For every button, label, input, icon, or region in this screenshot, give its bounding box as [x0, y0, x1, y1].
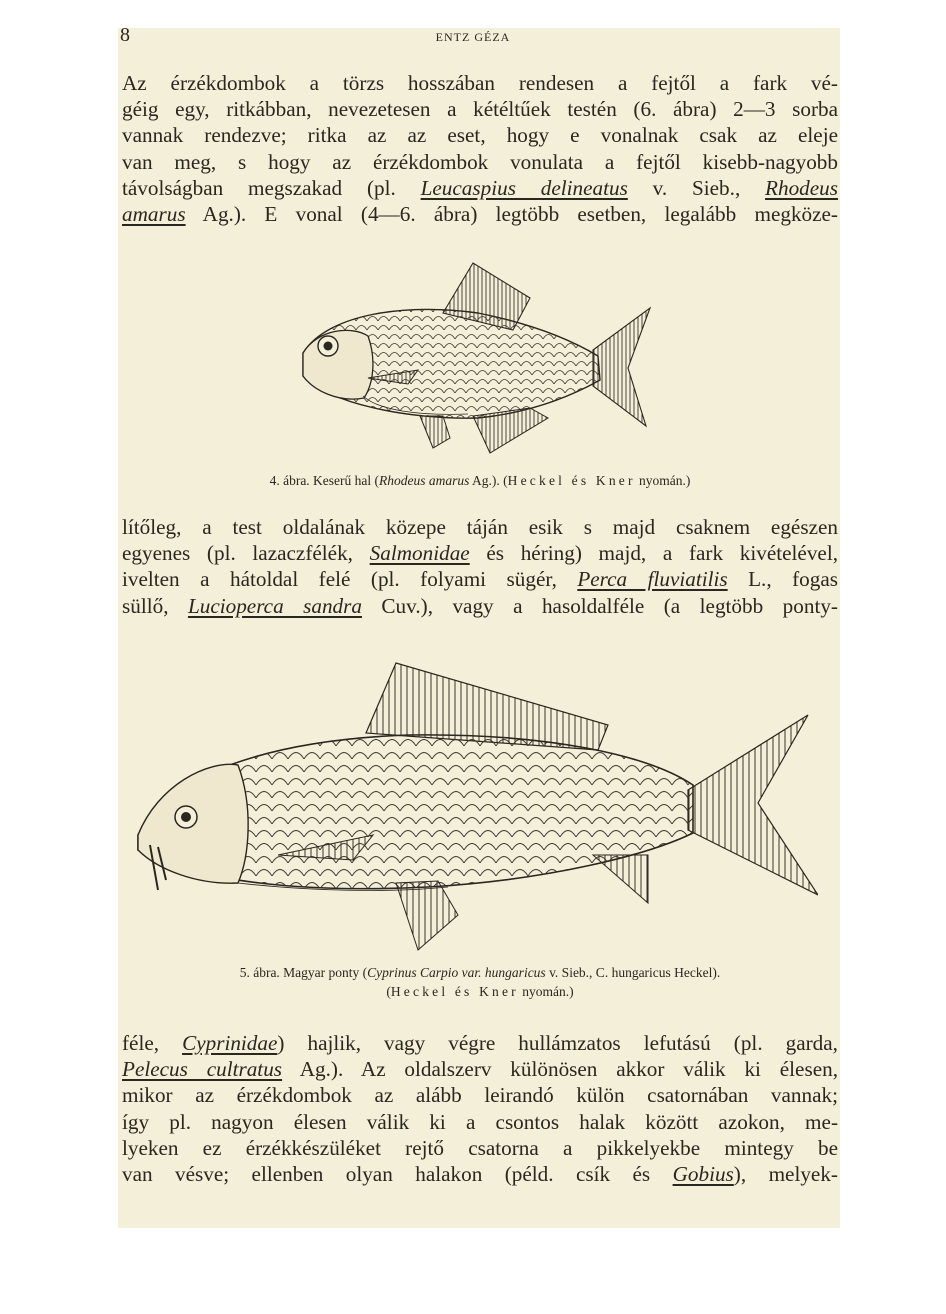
latin-name: Rhodeus — [765, 175, 839, 200]
text-line: egyenes (pl. lazaczfélék, Salmonidae és héring) majd, a fark kivételével, — [122, 541, 839, 566]
text-line: van vésve; ellenben olyan halakon (péld. csík és Gobius), melyek- — [122, 1162, 838, 1187]
paragraph-1 — [122, 70, 838, 227]
text-line: ivelten a hátoldal felé (pl. folyami sügér, Perca fluviatilis L., fogas — [122, 567, 838, 592]
latin-name: Cyprinidae — [182, 1031, 278, 1055]
paragraph-2 — [122, 514, 838, 619]
figure-4-bitterling-illustration — [268, 258, 668, 458]
text-line: Pelecus cultratus Ag.). Az oldalszerv különösen akkor válik ki élesen, — [122, 1057, 838, 1082]
text-line: távolságban megszakad (pl. Leucaspius delineatus v. Sieb., Rhodeus — [122, 175, 839, 200]
text-line: így pl. nagyon élesen válik ki a csontos halak között azokon, me- — [122, 1109, 838, 1134]
paragraph-3 — [122, 1030, 838, 1187]
text-line: lyeken ez érzékkészüléket rejtő csatorna a pikkelyekbe mintegy be — [122, 1135, 838, 1160]
text-line: géig egy, ritkábban, nevezetesen a kétéltűek testén (6. ábra) 2—3 sorba — [122, 97, 838, 122]
latin-name: Gobius — [672, 1162, 734, 1187]
latin-name: amarus — [122, 202, 186, 227]
text-line: van meg, s hogy az érzékdombok vonulata a fejtől kisebb-nagyobb — [122, 149, 838, 174]
latin-name: Pelecus cultratus — [122, 1057, 283, 1082]
running-head: ENTZ GÉZA — [435, 30, 511, 44]
text-line: féle, Cyprinidae) hajlik, vagy végre hullámzatos lefutású (pl. garda, — [122, 1031, 838, 1055]
page-number: 8 — [120, 24, 130, 46]
text-line: amarus Ag.). E vonal (4—6. ábra) legtöbb esetben, legalább megköze- — [122, 202, 838, 227]
latin-name: Lucioperca sandra — [187, 593, 362, 618]
text-line: Az érzékdombok a törzs hosszában rendesen a fejtől a fark vé- — [122, 71, 838, 95]
figure-5-caption — [122, 965, 838, 1000]
text-line: mikor az érzékdombok az alább leirandó külön csatornában vannak; — [122, 1083, 838, 1108]
text-line: lítőleg, a test oldalának közepe táján esik s majd csaknem egészen — [122, 515, 838, 539]
latin-name: Salmonidae — [369, 541, 470, 566]
text-line: süllő, Lucioperca sandra Cuv.), vagy a hasoldalféle (a legtöbb ponty- — [122, 593, 838, 618]
latin-name: Perca fluviatilis — [577, 567, 728, 592]
figure-4-caption: 4. ábra. Keserű hal (Rhodeus amarus Ag.). (Heckel és Kner nyomán.) — [269, 473, 691, 488]
latin-name: Leucaspius delineatus — [420, 175, 628, 200]
caption-line: (Heckel és Kner nyomán.) — [386, 984, 574, 999]
caption-line: 5. ábra. Magyar ponty (Cyprinus Carpio var. hungaricus v. Sieb., C. hungaricus Heckel). — [239, 965, 721, 980]
text-line: vannak rendezve; ritka az az eset, hogy e vonalnak csak az eleje — [122, 123, 838, 148]
figure-5-carp-illustration — [128, 655, 818, 955]
